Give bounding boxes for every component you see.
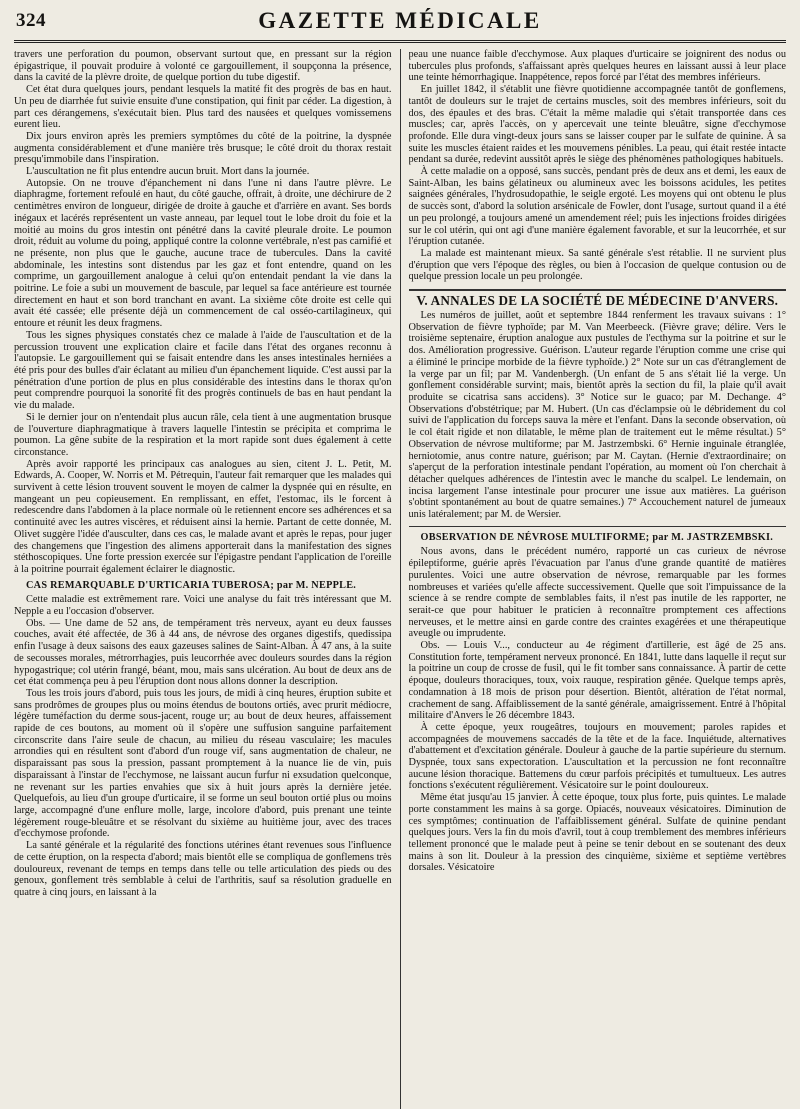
right-paragraph: En juillet 1842, il s'établit une fièvre quotidienne accompagnée tantôt de gonflemens, tantôt de douleurs sur le trajet de certains muscles, soit des membres inférieurs, soit du dos, des épaules et des bras. C'était la même maladie qui s'était transportée dans ces muscles; car, après l'accès, on y apercevait une teinte bleuâtre, signe d'ecchymose profonde. Elle dura vingt-deux jours sans se laisser couper par le sulfate de quinine. À sa suite les muscles étaient raides et les mouvemens pénibles. La peau, qui était restée intacte pendant sa durée, redevint aussitôt après le siège des phénomènes pathologiques habituels.	[408, 84, 786, 166]
observation-heading: OBSERVATION DE NÉVROSE MULTIFORME; par M. JASTRZEMBSKI.	[420, 531, 774, 543]
left-paragraph: Cet état dura quelques jours, pendant lesquels la matité fit des progrès de bas en haut. Un peu de diarrhée fut suivie ensuite d'une constipation, qui finit par céder. La digestion, à part ces dérangemens, s'exécutait bien. Plus tard des nausées et quelques vomissemens eurent lieu.	[14, 84, 392, 131]
case-paragraph: La santé générale et la régularité des fonctions utérines étant revenues sous l'influence de cette éruption, on la respecta d'abord; mais bientôt elle se compliqua de gonflemens très douloureux, revenant de temps en temps dans telle ou telle articulation des pieds ou des genoux, gonflement très semblable à celui de l'arthritis, sauf sa résolution graduelle en quatre à cinq jours, en laissant à la	[14, 840, 392, 898]
masthead	[14, 6, 786, 43]
section-rule-thin	[409, 526, 787, 527]
observation-paragraph: À cette époque, yeux rougeâtres, toujours en mouvement; paroles rapides et accompagnées de mouvemens saccadés de la tête et de la face. Inquiétude, alternatives d'abattement et d'excitation générale. Douleur à gauche de la partie supérieure du sternum. Dyspnée, toux sans expectoration. L'auscultation et la percussion ne font reconnaître aucune lésion thoracique. Battemens du cœur parfois précipités et tumultueux. Les autres fonctions s'exécutent régulièrement. Vésicatoire sur le point douloureux.	[408, 721, 786, 792]
left-column	[14, 49, 392, 1109]
right-paragraph: peau une nuance faible d'ecchymose. Aux plaques d'urticaire se joignirent des nodus ou tubercules plus profonds, s'affaissant après quelques heures en laissant aussi à leur place une teinte hémorrhagique. Inappétence, repos forcé par l'état des membres inférieurs.	[408, 49, 786, 84]
left-paragraph: Dix jours environ après les premiers symptômes du côté de la poitrine, la dyspnée augmenta considérablement et d'une manière très brusque; le côté droit du thorax restait presqu'immobile dans l'inspiration.	[14, 130, 392, 166]
right-column	[409, 49, 787, 1109]
right-paragraph: La malade est maintenant mieux. Sa santé générale s'est rétablie. Il ne survient plus d'éruption que vers l'époque des règles, ou bien à l'occasion de quelque contusion ou de quelque pression locale un peu prolongée.	[408, 247, 786, 283]
section-heading: V. ANNALES DE LA SOCIÉTÉ DE MÉDECINE D'ANVERS.	[416, 293, 779, 309]
case-paragraph: Tous les trois jours d'abord, puis tous les jours, de midi à cinq heures, éruption subite et sans prodrômes de groupes plus ou moins étendus de boutons ortiés, avec prurit médiocre, légère tuméfaction du derme sous-jacent, rouge ur; au bout de deux heures, affaissement rapide de ces boutons, au moment où il s'opère une suffusion sanguine parfaitement circonscrite dans l'aire seule de chacun, au milieu du réseau vasculaire; les macules arrondies qui en résultent sont d'abord d'un rouge vif, sans augmentation de chaleur, ne disparaissant pas sous la pression, passant promptement à la nuance lie de vin, puis disparaissant à l'instar de l'ecchymose, ne laissant aucun furfur ni exsudation quelconque, ne revenant sur les parties envahies que six à huit jours après la dernière jetée. Quelquefois, au lieu d'un groupe d'urticaire, il se forme un seul bouton ortié plus ou moins large, accompagné d'une enflure molle, large, incolore d'abord, puis prenant une teinte légèrement rouge-bleuâtre et se résolvant du sixième au huitième jour, avec des traces d'ecchymose profonde.	[14, 687, 392, 840]
journal-title: GAZETTE MÉDICALE	[258, 8, 542, 33]
left-paragraph: Si le dernier jour on n'entendait plus aucun râle, cela tient à une augmentation brusque de l'ouverture diaphragmatique à travers laquelle l'intestin se précipita et comprima le poumon. La gêne subite de la respiration et la mort rapide sont dues également à cette circonstance.	[14, 411, 392, 458]
section-paragraph: Les numéros de juillet, août et septembre 1844 renferment les travaux suivans : 1° Observation de fièvre typhoïde; par M. Van Meerbeeck. (Fièvre grave; délire. Vers le troisième septenaire, éruption analogue aux pustules de l'ecthyma sur la poitrine et sur le dos. Amélioration progressive. Guérison. L'auteur regarde l'éruption comme une crise qui a éliminé le principe morbide de la fièvre typhoïde.) 2° Note sur un cas d'étranglement de la verge par un fil; par M. Vandenbergh. (Un enfant de 5 ans s'était lié la verge. Un gonflement considérable survint; mais, bientôt après la section du fil, la plaie qu'il avait produite se cicatrisa sans accidens). 3° Notice sur le guaco; par M. Dechange. 4° Observations d'obstétrique; par M. Hubert. (Un cas d'éclampsie où le débridement du col suivi de l'application du forceps sauva la mère et l'enfant. Dans la seconde observation, où le col était rigide et non dilatable, le même plan de traitement eut le même résultat.) 5° Observation de névrose multiforme; par M. Jastrzembski. 6° Hernie inguinale étranglée, herniotomie, anus contre nature, guérison; par M. Caytan. (Hernie d'extraordinaire; on s'aperçut de la perforation intestinale pendant l'opération, au moment où l'on cherchait à détacher quelques adhérences de l'intestin avec le manche du scalpel. Le lendemain, on incisa largement l'anse intestinale pour procurer une issue aux matières. La guérison s'obtint spontanément au bout de quatre semaines.) 7° Accouchement naturel de jumeaux unis latéralement; par M. de Wersier.	[408, 310, 786, 521]
right-paragraph: À cette maladie on a opposé, sans succès, pendant près de deux ans et demi, les eaux de Saint-Alban, les bains gélatineux ou alumineux avec les boissons acidules, les petites saignées générales, l'hydrosudopathie, le seigle ergoté. Les moyens qui ont obtenu le plus de succès sont, d'abord la solution arsénicale de Fowler, dont l'usage, surtout quand il a été un peu prolongé, a toujours amené un amendement réel; puis les injections froides dirigées sur le col utérin, qui ont agi d'une manière également favorable, et sur la leucorrhée, et sur l'éruption cutanée.	[408, 166, 786, 248]
left-paragraph: Autopsie. On ne trouve d'épanchement ni dans l'une ni dans l'autre plèvre. Le diaphragme, fortement refoulé en haut, du côté gauche, offrait, à droite, une déchirure de 2 centimètres environ de longueur, dirigée de droite à gauche et d'arrière en avant. Ses bords inégaux et lacérés représentent un vaste anneau, par lequel tout le lobe droit du foie et la moitié au moins du gros intestin ont pénétré dans la cavité pleurale droite. Le poumon droit, réduit au volume du poing, appliqué contre la colonne vertébrale, n'est pas carnifié et ne présente, non plus que le gauche, aucune trace de tubercules. Dans la cavité abdominale, les intestins sont distendus par les gaz et font entendre, quand on les comprime, un gargouillement analogue à celui qu'on entendait pendant la vie dans la poitrine. Le foie a subi un mouvement de bascule, par lequel sa face antérieure est tournée directement en haut et son bord tranchant en avant. La sixième côte droite est celle qui avait été cassée; elle présente déjà un commencement de cal osséo-cartilagineux, qui entoure et réunit les deux fragmens.	[14, 177, 392, 330]
column-divider	[400, 49, 401, 1109]
observation-paragraph: Obs. — Louis V..., conducteur au 4e régiment d'artillerie, est âgé de 25 ans. Constitution forte, tempérament nerveux prononcé. En 1841, lutte dans laquelle il reçut sur la poitrine un coup de crosse de fusil, qui le fit tomber sans connaissance. À partir de cette époque, douleurs thoraciques, toux, voix rauque, respiration gênée. Quelque temps après, condamnation à 18 mois de prison pour désertion. Bientôt, altération de l'état normal, crachement de sang. Affaiblissement de la santé générale, amaigrissement. Entré à l'hôpital militaire d'Anvers le 26 décembre 1843.	[408, 640, 786, 722]
left-paragraph: Tous les signes physiques constatés chez ce malade à l'aide de l'auscultation et de la percussion trouvent une explication claire et facile dans l'état des organes reconnu à l'autopsie. Le gargouillement qui se faisait entendre dans les anses intestinales herniées a été pris pour des bulles d'air éclatant au milieu d'un épanchement liquide. C'est aussi par la pénétration d'une portion de plus en plus considérable des intestins dans le thorax qu'on peut comprendre pourquoi la sonorité fit des progrès continuels de bas en haut pendant la vie du malade.	[14, 329, 392, 412]
left-paragraph: Après avoir rapporté les principaux cas analogues au sien, citent J. L. Petit, M. Edwards, A. Cooper, W. Norris et M. Pétrequin, l'auteur fait remarquer que les malades qui survivent à cette lésion trouvent souvent le moyen de calmer la dyspnée qui en résulte, en mangeant un peu copieusement. En remplissant, en effet, l'estomac, ils le forcent à redescendre dans l'abdomen à la place normale où le retiennent encore ses adhérences et sa continuité avec les autres viscères, et réduisent ainsi la hernie. Partant de cette donnée, M. Olivet suggère l'idée d'ausculter, dans ces cas, le malade avant et après le repas, pour juger des changemens que l'ingestion des alimens apporterait dans la manifestation des signes stéthoscopiques. Une forte pression exercée sur l'épigastre pendant l'application de l'oreille à la poitrine pourrait également éclairer le diagnostic.	[14, 458, 392, 575]
text-columns	[14, 49, 786, 1109]
left-paragraph: travers une perforation du poumon, observant surtout que, en pressant sur la région épigastrique, il pouvait produire à volonté ce gargouillement, il soupçonna la présence, dans la cavité de la plèvre droite, de quelque portion du tube digestif.	[14, 49, 392, 84]
page-number: 324	[16, 10, 46, 31]
observation-paragraph: Même état jusqu'au 15 janvier. À cette époque, toux plus forte, puis quintes. Le malade porte constamment les mains à sa gorge. Opiacés, nouveaux vésicatoires. Diminution de ces symptômes; continuation de l'affaiblissement général. Sulfate de quinine pendant quelques jours. Vers la fin du mois d'avril, tout à coup tremblement des membres inférieurs tellement prononcé que le malade peut à peine se tenir debout en se soutenant des deux mains à son lit. Douleur à la pression des cinquième, sixième et septième vertèbres dorsales. Vésicatoire	[408, 792, 786, 874]
case-paragraph: Obs. — Une dame de 52 ans, de tempérament très nerveux, ayant eu deux fausses couches, avait été affectée, de 36 à 44 ans, de névrose des organes digestifs, quedissipa enfin l'usage à deux saisons des eaux gazeuses salines de Saint-Alban. À 47 ans, à la suite de secousses morales, métrorrhagies, puis leucorrhée avec douleurs sourdes dans la région hypogastrique; col utérin frangé, béant, mou, mais sans ulcération. Au bout de deux ans de cet état commença peu à peu l'éruption dont nous allons donner la description.	[14, 617, 392, 688]
observation-paragraph: Nous avons, dans le précédent numéro, rapporté un cas curieux de névrose épileptiforme, guérie après l'évacuation par l'anus d'une grande quantité de matières purulentes. Voici une autre observation de névrose, remarquable par les formes nombreuses et variées qu'elle affecte successivement. Quelle que soit l'impuissance de la science à se rendre compte de semblables faits, il n'est pas inutile de les rapporter, ne serait-ce que pour habituer le praticien à reconnaître promptement ces affections nerveuses, et le mettre ainsi en garde contre des craintes exagérées et une thérapeutique aveugle ou imprudente.	[408, 546, 786, 640]
case-heading: CAS REMARQUABLE D'URTICARIA TUBEROSA; par M. NEPPLE.	[26, 579, 357, 591]
left-paragraph: L'auscultation ne fit plus entendre aucun bruit. Mort dans la journée.	[26, 166, 310, 178]
section-rule	[409, 289, 787, 291]
case-paragraph: Cette maladie est extrêmement rare. Voici une analyse du fait très intéressant que M. Nepple a eu l'occasion d'observer.	[14, 594, 392, 618]
